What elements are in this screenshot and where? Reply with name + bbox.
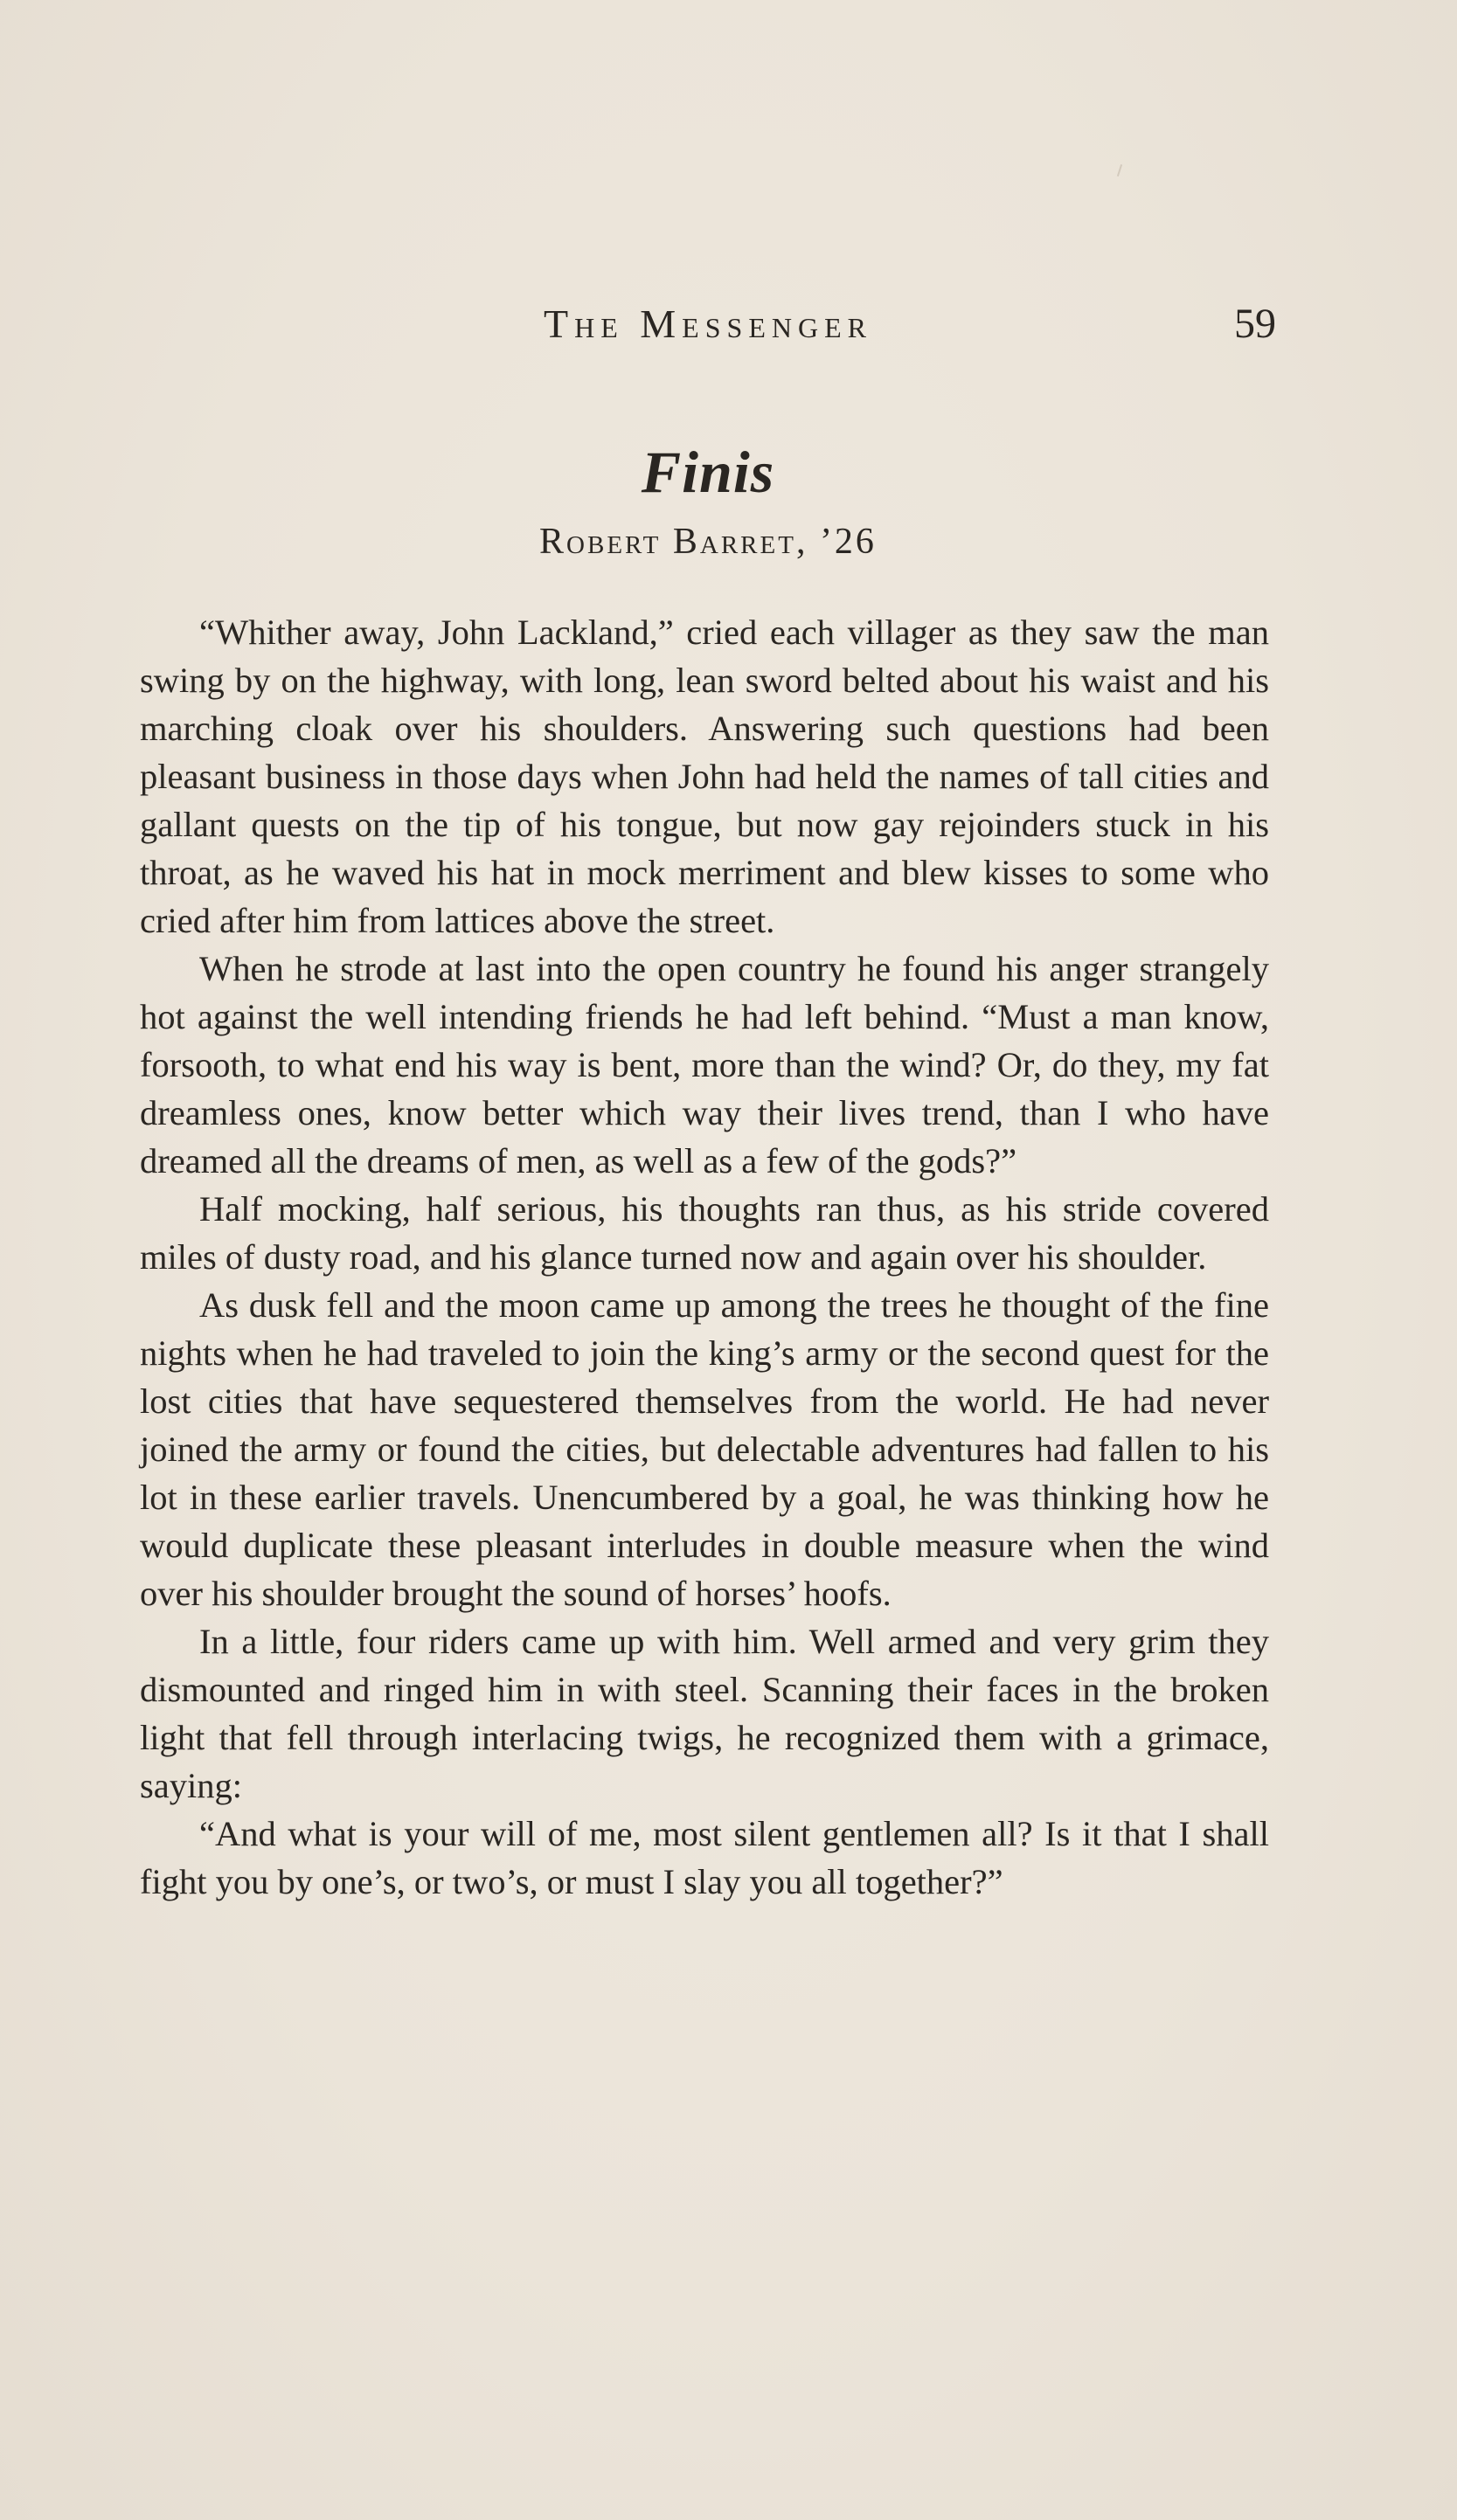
journal-title: The Messenger — [544, 301, 872, 346]
article-title: Finis — [641, 439, 775, 505]
paragraph: “And what is your will of me, most silent gentlemen all? Is it that I shall fight you by one’s, or two’s, or must I slay you all together?” — [140, 1814, 1269, 1901]
paper-mark — [1117, 164, 1122, 177]
paragraph: When he strode at last into the open country he found his anger strangely hot against the well intending friends he had left behind. “Must a man know, forsooth, to what end his way is bent, more than the wind? Or, do they, my fat dreamless ones, know better which way their lives trend, than I who have dreamed all the dreams of men, as well as a few of the gods?” — [140, 949, 1269, 1180]
article-body — [140, 608, 1269, 1906]
page-number: 59 — [1234, 301, 1276, 347]
paragraph: As dusk fell and the moon came up among the trees he thought of the fine nights when he had traveled to join the king’s army or the second quest for the lost cities that have sequestered themselves from the world. He had never joined the army or found the cities, but delectable adventures had fallen to his lot in these earlier travels. Unencumbered by a goal, he was thinking how he would duplicate these pleasant interludes in double measure when the wind over his shoulder brought the sound of horses’ hoofs. — [140, 1285, 1269, 1613]
paragraph: “Whither away, John Lackland,” cried each villager as they saw the man swing by on the highway, with long, lean sword belted about his waist and his marching cloak over his shoulders. Answering such questions had been pleasant business in those days when John had held the names of tall cities and gallant quests on the tip of his tongue, but now gay rejoinders stuck in his throat, as he waved his hat in mock merriment and blew kisses to some who cried after him from lattices above the street. — [140, 613, 1269, 940]
paragraph: In a little, four riders came up with him. Well armed and very grim they dismounted and ringed him in with steel. Scanning their faces in the broken light that fell through interlacing twigs, he recognized them with a grimace, saying: — [140, 1622, 1269, 1805]
paragraph: Half mocking, half serious, his thoughts ran thus, as his stride covered miles of dusty road, and his glance turned now and again over his shoulder. — [140, 1189, 1269, 1277]
running-head — [140, 294, 1276, 355]
author-byline: Robert Barret, ’26 — [539, 522, 877, 562]
